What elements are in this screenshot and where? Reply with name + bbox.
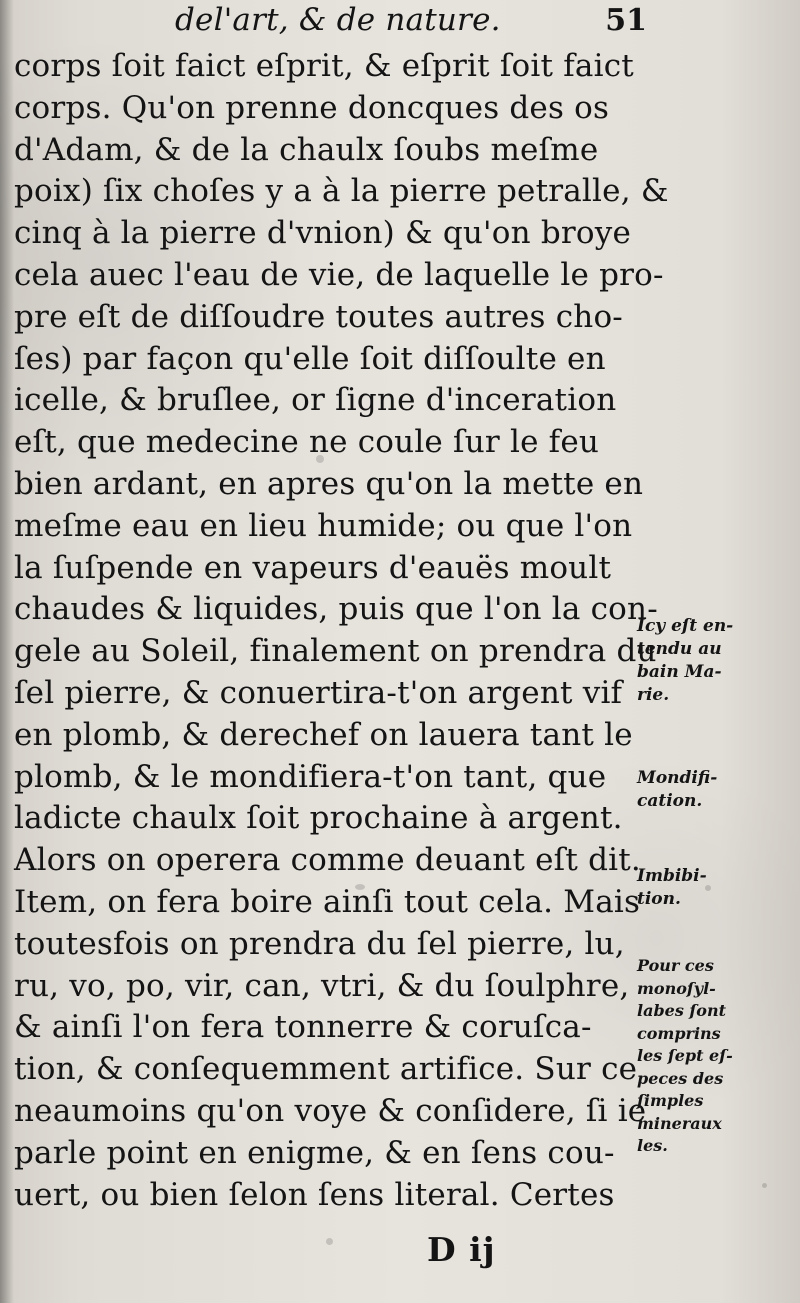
margin-note-line: bain Ma- [637, 662, 722, 682]
margin-note-line: peces des [637, 1068, 724, 1088]
text-line: la ſuſpende en vapeurs d'eauës moult [14, 549, 612, 586]
text-line: ſes) par façon qu'elle ſoit diſſoulte en [14, 340, 606, 377]
margin-note-line: tion. [637, 889, 681, 909]
text-line: neaumoins qu'on voye & conſidere, ſi ie [14, 1092, 647, 1129]
margin-note-line: cation. [637, 791, 703, 811]
margin-note-monosyllables [637, 955, 762, 1158]
text-line: pre eſt de diſſoudre toutes autres cho- [14, 298, 623, 335]
margin-note-imbibition [637, 865, 762, 911]
text-line: cela auec l'eau de vie, de laquelle le pro- [14, 256, 664, 293]
text-line: chaudes & liquides, puis que l'on la con- [14, 591, 658, 628]
text-line: poix) ſix choſes y a à la pierre petralle, & [14, 173, 669, 210]
margin-note-line: les. [637, 1136, 668, 1155]
margin-note-line: Icy eſt en- [637, 616, 734, 636]
text-line: icelle, & bruſlee, or ſigne d'inceration [14, 382, 617, 419]
ink-speck [762, 1183, 767, 1188]
margin-note-line: rie. [637, 685, 670, 705]
text-line: Alors on operera comme deuant eſt dit. [14, 842, 641, 879]
running-head: del'art, & de nature. [175, 2, 501, 38]
text-line: corps. Qu'on prenne doncques des os [14, 89, 610, 126]
text-line: ru, vo, po, vir, can, vtri, & du ſoulphre, [14, 967, 630, 1004]
text-line: Item, on fera boire ainſi tout cela. Mais [14, 883, 641, 920]
text-line: cinq à la pierre d'vnion) & qu'on broye [14, 215, 632, 252]
text-line: bien ardant, en apres qu'on la mette en [14, 465, 644, 502]
text-line: uert, ou bien ſelon ſens literal. Certes [14, 1176, 615, 1213]
text-line: en plomb, & derechef on lauera tant le [14, 716, 633, 753]
text-line: meſme eau en lieu humide; ou que l'on [14, 507, 633, 544]
margin-note-line: monoſyl- [637, 978, 716, 998]
text-line: eſt, que medecine ne coule ſur le feu [14, 424, 600, 461]
margin-note-line: Pour ces [637, 956, 714, 975]
ink-speck [316, 455, 324, 463]
page-gutter-shadow [0, 0, 14, 1303]
text-line: parle point en enigme, & en ſens cou- [14, 1134, 615, 1171]
text-line: ſel pierre, & conuertira-t'on argent vif [14, 674, 623, 711]
margin-note-bain-marie [637, 615, 762, 707]
text-line: toutesfois on prendra du ſel pierre, lu, [14, 925, 625, 962]
margin-note-line: tendu au [637, 639, 722, 659]
text-line: & ainſi l'on fera tonnerre & coruſca- [14, 1009, 592, 1046]
ink-speck [326, 1238, 333, 1245]
signature-mark: D ij [427, 1230, 496, 1269]
margin-note-mondification [637, 767, 762, 813]
text-line: d'Adam, & de la chaulx ſoubs meſme [14, 131, 599, 168]
margin-note-line: les ſept eſ- [637, 1046, 733, 1065]
text-line: gele au Soleil, finalement on prendra du [14, 633, 657, 670]
margin-note-line: Imbibi- [637, 866, 707, 886]
text-line: tion, & conſequemment artifice. Sur ce [14, 1051, 638, 1088]
margin-note-line: comprins [637, 1023, 721, 1043]
margin-note-line: mineraux [637, 1113, 722, 1133]
ink-speck [355, 884, 365, 890]
margin-note-line: ſimples [637, 1091, 704, 1110]
text-line: plomb, & le mondifiera-t'on tant, que [14, 758, 607, 795]
margin-note-line: Mondifi- [637, 768, 718, 788]
page-number: 51 [605, 3, 647, 38]
text-line: corps ſoit faict eſprit, & eſprit ſoit faict [14, 48, 634, 84]
ink-speck [705, 885, 711, 891]
text-line: ladicte chaulx ſoit prochaine à argent. [14, 800, 623, 837]
margin-note-line: labes ſont [637, 1001, 726, 1020]
